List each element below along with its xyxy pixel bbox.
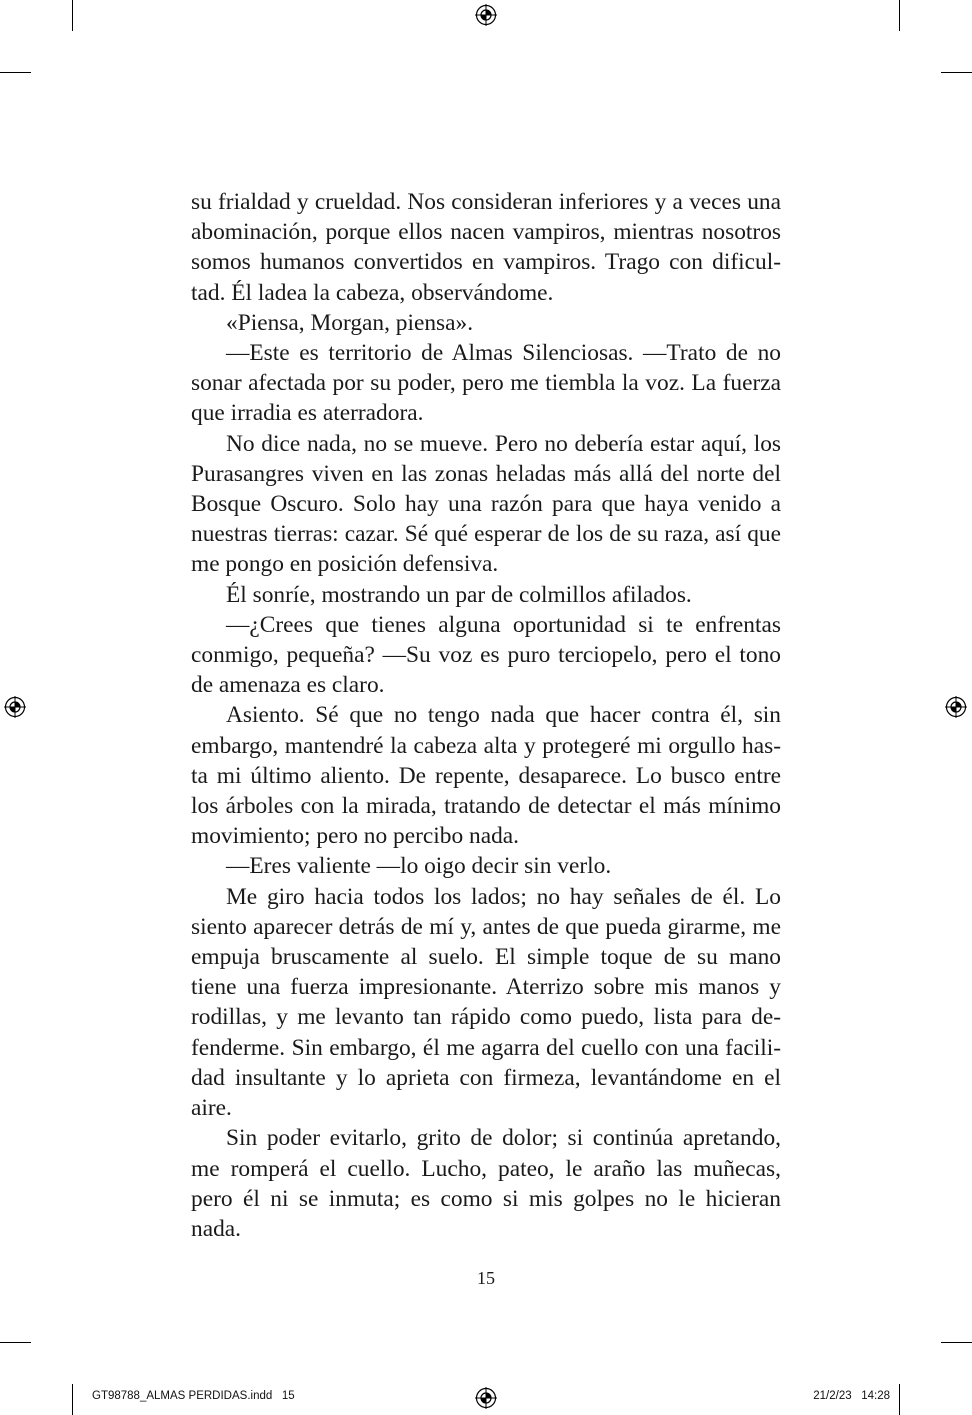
page-number: 15 <box>477 1268 495 1288</box>
registration-target-icon <box>475 1387 497 1409</box>
crop-mark-left-bottom <box>0 1342 31 1343</box>
paragraph: —¿Crees que tienes alguna oportunidad si te enfrentas conmigo, pequeña? —Su voz es puro terciopelo, pero el tono de amenaza es claro. <box>191 611 781 699</box>
crop-mark-right-top <box>941 72 972 73</box>
slug-file-name: GT98788_ALMAS PERDIDAS.indd 15 <box>92 1390 295 1402</box>
paragraph: Él sonríe, mostrando un par de colmillos afilados. <box>226 581 692 608</box>
crop-mark-left-top <box>0 72 31 73</box>
paragraph: Me giro hacia todos los lados; no hay señales de él. Lo siento aparecer detrás de mí y, antes de que pueda girarme, me empuja bruscamente al suelo. El simple toque de su mano tiene una fuerza impresionante. Aterrizo sobre mis manos y rodillas, y me levanto tan rápido como puedo, lista para defenderme. Sin embargo, él me agarra del cuello con una facilidad insultante y lo aprieta con firmeza, levantándome en el aire. <box>191 883 781 1122</box>
slug-date-time: 21/2/23 14:28 <box>813 1390 890 1402</box>
registration-target-icon <box>475 4 497 26</box>
paragraph: —Este es territorio de Almas Silenciosas. —Trato de no sonar afectada por su poder, pero me tiembla la voz. La fuerza que irradia es aterradora. <box>191 340 781 427</box>
paragraph: No dice nada, no se mueve. Pero no debería estar aquí, los Purasangres viven en las zonas heladas más allá del norte del Bosque Oscuro. Solo hay una razón para que haya venido a nuestras tierras: cazar. Sé qué esperar de los de su raza, así que me pongo en posición defensiva. <box>191 430 781 578</box>
crop-mark-top-left <box>72 0 73 31</box>
crop-mark-bottom-right <box>899 1384 900 1415</box>
body-text <box>191 187 781 1244</box>
registration-target-icon <box>4 696 26 718</box>
crop-mark-bottom-left <box>72 1384 73 1415</box>
paragraph: «Piensa, Morgan, piensa». <box>226 309 474 336</box>
paragraph: su frialdad y crueldad. Nos consideran inferiores y a veces una abominación, porque ellos nacen vampiros, mientras nosotros somos humanos convertidos en vampiros. Trago con dificultad. Él ladea la cabeza, observándome. <box>191 189 781 306</box>
registration-target-icon <box>945 696 967 718</box>
paragraph: Sin poder evitarlo, grito de dolor; si continúa apretando, me romperá el cuello. Lucho, pateo, le araño las muñecas, pero él ni se inmuta; es como si mis golpes no le hicieran nada. <box>191 1125 781 1242</box>
paragraph: —Eres valiente —lo oigo decir sin verlo. <box>226 853 612 880</box>
crop-mark-right-bottom <box>941 1342 972 1343</box>
paragraph: Asiento. Sé que no tengo nada que hacer contra él, sin embargo, mantendré la cabeza alta y protegeré mi orgullo hasta mi último aliento. De repente, desaparece. Lo busco entre los árboles con la mirada, tratando de detectar el más mínimo movimiento; pero no percibo nada. <box>191 702 781 850</box>
crop-mark-top-right <box>899 0 900 31</box>
